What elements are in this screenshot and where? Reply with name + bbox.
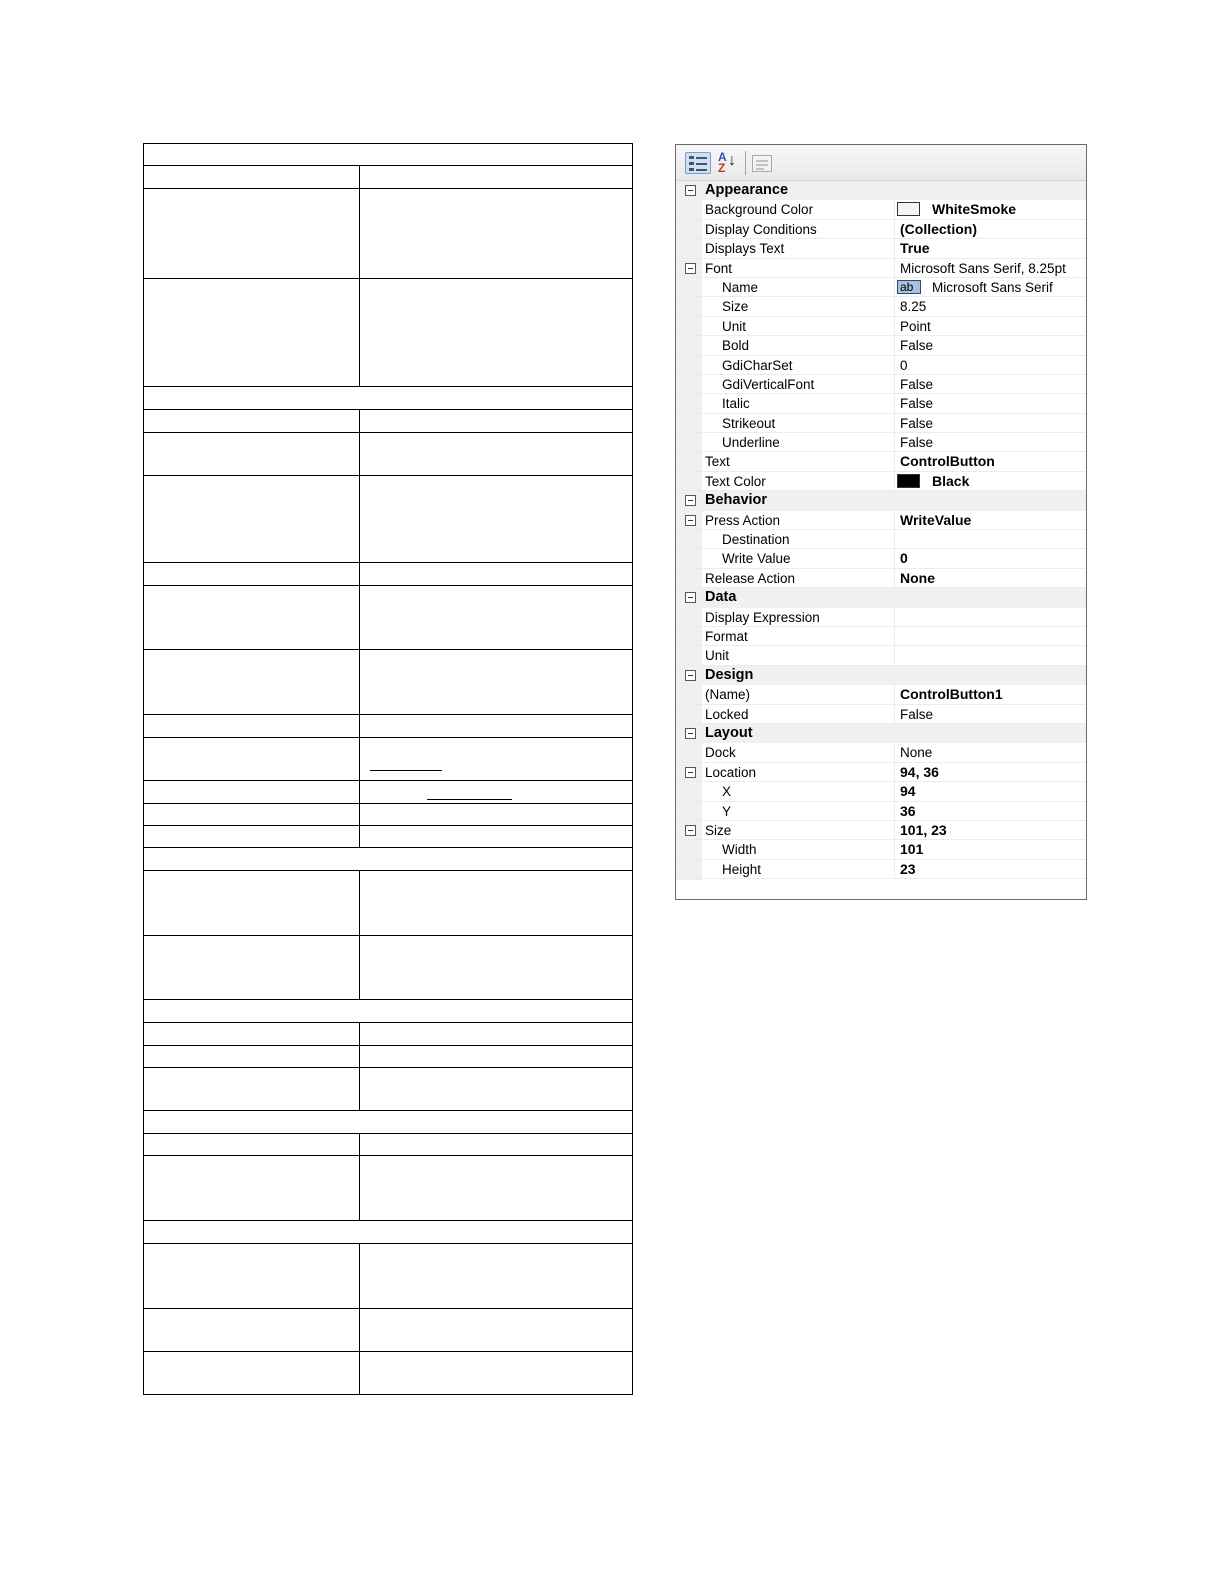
property-grid (675, 144, 1087, 900)
table-row (144, 870, 632, 871)
collapse-icon[interactable] (685, 515, 696, 526)
table-row (144, 188, 632, 189)
alphabetical-button[interactable] (714, 152, 740, 174)
collapse-icon[interactable] (685, 670, 696, 681)
table-row (144, 1022, 632, 1023)
property-row-x[interactable]: X 94 (676, 782, 1086, 801)
property-grid-body (676, 181, 1086, 879)
column-divider (359, 166, 360, 387)
table-row (144, 585, 632, 586)
category-behavior[interactable]: Behavior (676, 491, 1086, 510)
table-row (144, 278, 632, 279)
table-row (144, 409, 632, 410)
table-row (144, 1220, 632, 1221)
property-row-font-bold[interactable]: Bold False (676, 336, 1086, 355)
column-divider (359, 1243, 360, 1395)
property-row-name[interactable]: (Name) ControlButton1 (676, 685, 1086, 704)
collapse-icon[interactable] (685, 263, 696, 274)
property-row-font-strikeout[interactable]: Strikeout False (676, 414, 1086, 433)
font-preview-chip: ab (897, 280, 921, 294)
column-divider (359, 1133, 360, 1220)
property-row-font-size[interactable]: Size 8.25 (676, 297, 1086, 316)
table-row (144, 737, 632, 738)
property-row-destination[interactable]: Destination (676, 530, 1086, 549)
property-row-font-name[interactable]: Name ab Microsoft Sans Serif (676, 278, 1086, 297)
table-row (144, 475, 632, 476)
table-row (144, 1308, 632, 1309)
table-row (144, 1067, 632, 1068)
table-row (144, 935, 632, 936)
color-swatch (897, 202, 920, 216)
collapse-icon[interactable] (685, 825, 696, 836)
table-row (144, 432, 632, 433)
category-appearance[interactable]: Appearance (676, 181, 1086, 200)
category-design[interactable]: Design (676, 666, 1086, 685)
collapse-icon[interactable] (685, 728, 696, 739)
table-row (144, 1110, 632, 1111)
table-row (144, 386, 632, 387)
property-row-font-unit[interactable]: Unit Point (676, 317, 1086, 336)
table-row (144, 825, 632, 826)
property-row-display-expression[interactable]: Display Expression (676, 608, 1086, 627)
sort-arrow-icon: ↓ (728, 152, 736, 169)
property-row-dock[interactable]: Dock None (676, 743, 1086, 762)
property-row-display-conditions[interactable]: Display Conditions (Collection) (676, 220, 1086, 239)
sort-az-icon: A Z (718, 150, 727, 175)
blank-properties-table (143, 143, 633, 1395)
property-pages-button[interactable] (752, 155, 772, 172)
property-row-font-gdiverticalfont[interactable]: GdiVerticalFont False (676, 375, 1086, 394)
property-row-font-underline[interactable]: Underline False (676, 433, 1086, 452)
collapse-icon[interactable] (685, 495, 696, 506)
property-row-displays-text[interactable]: Displays Text True (676, 239, 1086, 258)
property-row-press-action[interactable]: Press Action WriteValue (676, 511, 1086, 530)
table-row (144, 1045, 632, 1046)
property-row-background-color[interactable]: Background Color WhiteSmoke (676, 200, 1086, 219)
table-row (144, 999, 632, 1000)
table-row (144, 1243, 632, 1244)
property-row-format[interactable]: Format (676, 627, 1086, 646)
table-row (144, 847, 632, 848)
property-row-y[interactable]: Y 36 (676, 802, 1086, 821)
property-row-height[interactable]: Height 23 (676, 860, 1086, 879)
table-row (144, 1155, 632, 1156)
category-layout[interactable]: Layout (676, 724, 1086, 743)
property-grid-toolbar (676, 145, 1086, 181)
table-row (144, 714, 632, 715)
categorized-button[interactable] (685, 152, 711, 174)
collapse-icon[interactable] (685, 767, 696, 778)
column-divider (359, 1022, 360, 1110)
property-row-width[interactable]: Width 101 (676, 840, 1086, 859)
table-row (144, 562, 632, 563)
underline-stroke (370, 770, 442, 771)
property-row-write-value[interactable]: Write Value 0 (676, 549, 1086, 568)
collapse-icon[interactable] (685, 592, 696, 603)
underline-stroke (427, 799, 512, 800)
property-row-font-gdicharset[interactable]: GdiCharSet 0 (676, 356, 1086, 375)
table-row (144, 1133, 632, 1134)
table-row (144, 1351, 632, 1352)
property-row-size[interactable]: Size 101, 23 (676, 821, 1086, 840)
table-row (144, 165, 632, 166)
table-row (144, 780, 632, 781)
property-row-locked[interactable]: Locked False (676, 705, 1086, 724)
property-row-release-action[interactable]: Release Action None (676, 569, 1086, 588)
toolbar-separator (745, 151, 746, 175)
property-row-font[interactable]: Font Microsoft Sans Serif, 8.25pt (676, 259, 1086, 278)
table-row (144, 803, 632, 804)
property-row-location[interactable]: Location 94, 36 (676, 763, 1086, 782)
property-row-text-color[interactable]: Text Color Black (676, 472, 1086, 491)
property-row-text[interactable]: Text ControlButton (676, 452, 1086, 471)
color-swatch (897, 474, 920, 488)
category-data[interactable]: Data (676, 588, 1086, 607)
property-row-unit[interactable]: Unit (676, 646, 1086, 665)
property-row-font-italic[interactable]: Italic False (676, 394, 1086, 413)
collapse-icon[interactable] (685, 185, 696, 196)
table-row (144, 649, 632, 650)
